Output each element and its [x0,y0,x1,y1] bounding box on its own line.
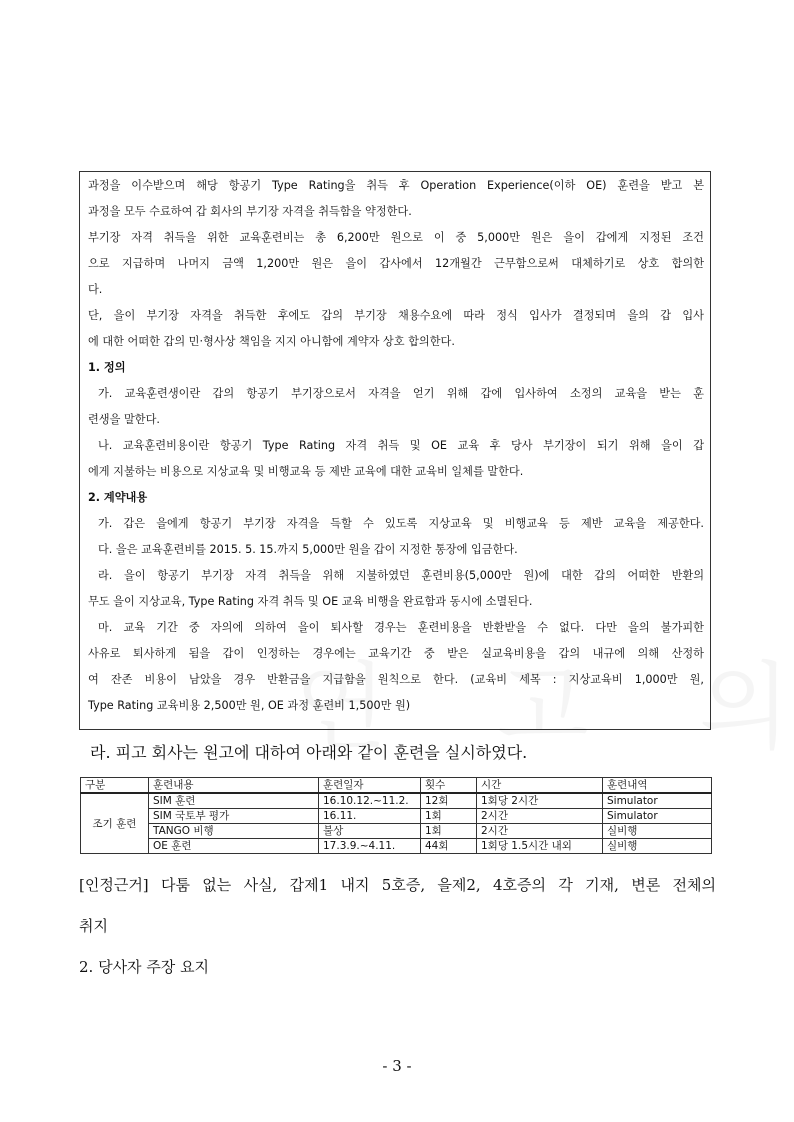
contract-line: 에 대한 어떠한 갑의 민·형사상 책임을 지지 아니함에 계약자 상호 합의한다. [88,335,455,348]
table-row [81,824,712,839]
table-cell: OE 훈련 [149,839,319,854]
contract-excerpt-box [79,171,711,730]
contract-line: 다. [88,283,103,296]
page-number: - 3 - [382,1057,412,1075]
table-row [81,839,712,854]
contract-line: 여 잔존 비용이 남았을 경우 반환금을 지급함을 원칙으로 한다. (교육비 세목 : 지상교육비 1,000만 원, [88,673,704,686]
table-row [81,793,712,809]
table-cell: 2시간 [477,824,603,839]
table-cell: 16.11. [319,809,421,824]
section-heading-2: 2. 당사자 주장 요지 [79,958,210,976]
table-cell: TANGO 비행 [149,824,319,839]
contract-line: 다. 을은 교육훈련비를 2015. 5. 15.까지 5,000만 원을 갑이 지정한 통장에 입금한다. [98,543,518,556]
table-header-row [81,778,712,794]
contract-line: 가. 갑은 을에게 항공기 부기장 자격을 득할 수 있도록 지상교육 및 비행교육 등 제반 교육을 제공한다. [98,517,704,530]
contract-line: 련생을 말한다. [88,413,160,426]
contract-line: 부기장 자격 취득을 위한 교육훈련비는 총 6,200만 원으로 이 중 5,000만 원은 을이 갑에게 지정된 조건 [88,231,704,244]
contract-line: 에게 지불하는 비용으로 지상교육 및 비행교육 등 제반 교육에 대한 교육비 일체를 말한다. [88,465,524,478]
evidence-basis-line: [인정근거] 다툼 없는 사실, 갑제1 내지 5호증, 을제2, 4호증의 각 기재, 변론 전체의 [79,876,716,894]
category-cell: 조기 훈련 [81,793,149,854]
table-cell: 17.3.9.~4.11. [319,839,421,854]
table-cell: 1회 [421,824,477,839]
table-cell: 12회 [421,793,477,809]
table-header-cell: 훈련일자 [319,778,421,794]
contract-line: 과정을 모두 수료하여 갑 회사의 부기장 자격을 취득함을 약정한다. [88,205,412,218]
table-header-cell: 횟수 [421,778,477,794]
contract-heading-terms: 2. 계약내용 [88,491,148,504]
table-cell: Simulator [603,793,712,809]
contract-line: 사유로 퇴사하게 됨을 갑이 인정하는 경우에는 교육기간 중 받은 실교육비용을 갑의 내규에 의해 산정하 [88,647,704,660]
table-cell: 1회 [421,809,477,824]
contract-line: 과정을 이수받으며 해당 항공기 Type Rating을 취득 후 Operation Experience(이하 OE) 훈련을 받고 본 [88,179,704,192]
table-cell: SIM 국토부 평가 [149,809,319,824]
contract-line: 으로 지급하며 나머지 금액 1,200만 원은 을이 갑사에서 12개월간 근무함으로써 대체하기로 상호 합의한 [88,257,704,270]
contract-line: 가. 교육훈련생이란 갑의 항공기 부기장으로서 자격을 얻기 위해 갑에 입사하여 소정의 교육을 받는 훈 [98,387,704,400]
contract-line: 마. 교육 기간 중 자의에 의하여 을이 퇴사할 경우는 훈련비용을 반환받을 수 없다. 다만 을의 불가피한 [98,621,704,634]
contract-line: 라. 을이 항공기 부기장 자격 취득을 위해 지불하였던 훈련비용(5,000만 원)에 대한 갑의 어떠한 반환의 [98,569,704,582]
table-cell: Simulator [603,809,712,824]
contract-line: Type Rating 교육비용 2,500만 원, OE 과정 훈련비 1,500만 원) [88,699,411,712]
table-header-cell: 시간 [477,778,603,794]
section-heading-ra: 라. 피고 회사는 원고에 대하여 아래와 같이 훈련을 실시하였다. [90,743,528,762]
table-header-cell: 훈련내용 [149,778,319,794]
table-cell: 2시간 [477,809,603,824]
table-cell: 16.10.12.~11.2. [319,793,421,809]
contract-line: 나. 교육훈련비용이란 항공기 Type Rating 자격 취득 및 OE 교육 후 당사 부기장이 되기 위해 을이 갑 [98,439,704,452]
table-header-cell: 구분 [81,778,149,794]
contract-heading-definition: 1. 정의 [88,361,126,374]
table-cell: SIM 훈련 [149,793,319,809]
table-row [81,809,712,824]
table-cell: 불상 [319,824,421,839]
contract-line: 무도 을이 지상교육, Type Rating 자격 취득 및 OE 교육 비행을 완료함과 동시에 소멸된다. [88,595,533,608]
table-cell: 실비행 [603,824,712,839]
evidence-basis-line: 취지 [79,917,108,935]
table-cell: 실비행 [603,839,712,854]
table-cell: 44회 [421,839,477,854]
table-header-cell: 훈련내역 [603,778,712,794]
training-table [80,777,712,854]
contract-line: 단, 을이 부기장 자격을 취득한 후에도 갑의 부기장 채용수요에 따라 정식 입사가 결정되며 을의 갑 입사 [88,309,704,322]
table-cell: 1회당 2시간 [477,793,603,809]
table-cell: 1회당 1.5시간 내외 [477,839,603,854]
